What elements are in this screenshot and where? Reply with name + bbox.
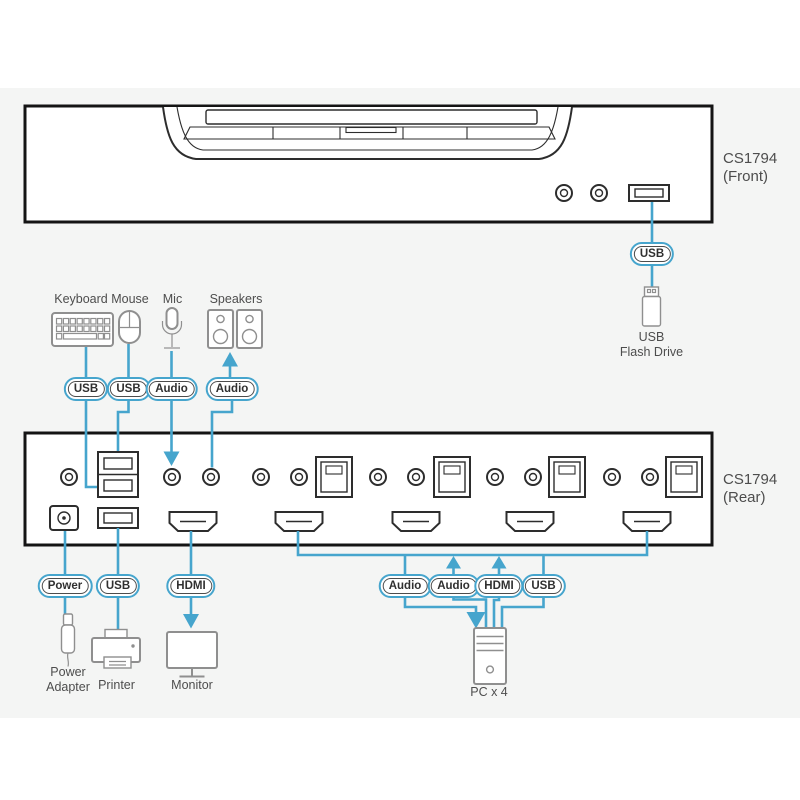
pc-hdmi-up-arrowhead xyxy=(492,556,507,569)
rear-usb-keyboard-mouse-stack xyxy=(98,452,138,497)
monitor-label: Monitor xyxy=(171,678,213,692)
mouse-usb-callout: USB xyxy=(106,377,150,401)
pc-audio2-callout: Audio xyxy=(427,574,480,598)
mic-audio-callout: Audio xyxy=(145,377,198,401)
usb-flash-drive-label: USB Flash Drive xyxy=(619,330,684,359)
rear-panel-title xyxy=(723,471,777,507)
pc-audio1-callout: Audio xyxy=(379,574,432,598)
usb-b-port xyxy=(549,457,585,497)
speakers-icon xyxy=(208,310,262,348)
monitor-hdmi-callout: HDMI xyxy=(166,574,215,598)
keyboard-label: Keyboard xyxy=(54,292,108,306)
printer-usb-callout: USB xyxy=(96,574,140,598)
mouse-icon xyxy=(119,311,140,343)
rear-usb-a-port xyxy=(98,508,138,528)
speakers-audio-callout: Audio xyxy=(206,377,259,401)
cable-lines xyxy=(65,202,652,629)
rear-title-line2: (Rear) xyxy=(723,489,766,506)
keyboard-usb-callout: USB xyxy=(64,377,108,401)
front-panel-title xyxy=(723,150,777,186)
usb-b-port xyxy=(434,457,470,497)
front-title-line2: (Front) xyxy=(723,168,768,185)
printer-label: Printer xyxy=(98,678,135,692)
keyboard-icon xyxy=(52,313,113,346)
mic-icon xyxy=(163,308,182,348)
power-adapter-icon xyxy=(62,614,75,667)
rear-power-jack xyxy=(50,506,78,530)
rear-panel-drawing xyxy=(25,433,712,545)
mic-label: Mic xyxy=(162,292,183,306)
monitor-icon xyxy=(167,632,217,677)
usb-b-port xyxy=(666,457,702,497)
speakers-label: Speakers xyxy=(209,292,263,306)
pc-x4-label: PC x 4 xyxy=(470,685,508,699)
pc-audio-up-arrowhead xyxy=(446,556,461,569)
rear-title-line1: CS1794 xyxy=(723,471,778,488)
front-lcd-bar xyxy=(206,110,537,124)
front-title-line1: CS1794 xyxy=(723,150,778,167)
pc-usb-callout: USB xyxy=(521,574,565,598)
printer-icon xyxy=(92,630,140,669)
power-callout: Power xyxy=(38,574,93,598)
pc-hdmi-callout: HDMI xyxy=(474,574,523,598)
front-panel-drawing xyxy=(25,106,712,222)
mouse-label: Mouse xyxy=(111,292,149,306)
pc-tower-icon xyxy=(474,628,506,684)
front-usb-callout: USB xyxy=(630,242,674,266)
monitor-arrowhead xyxy=(183,614,199,629)
pc-down-arrowhead xyxy=(467,612,486,629)
power-adapter-label: Power Adapter xyxy=(46,665,90,694)
usb-flash-drive-icon xyxy=(643,287,661,326)
speakers-arrowhead xyxy=(222,352,238,367)
usb-b-port xyxy=(316,457,352,497)
